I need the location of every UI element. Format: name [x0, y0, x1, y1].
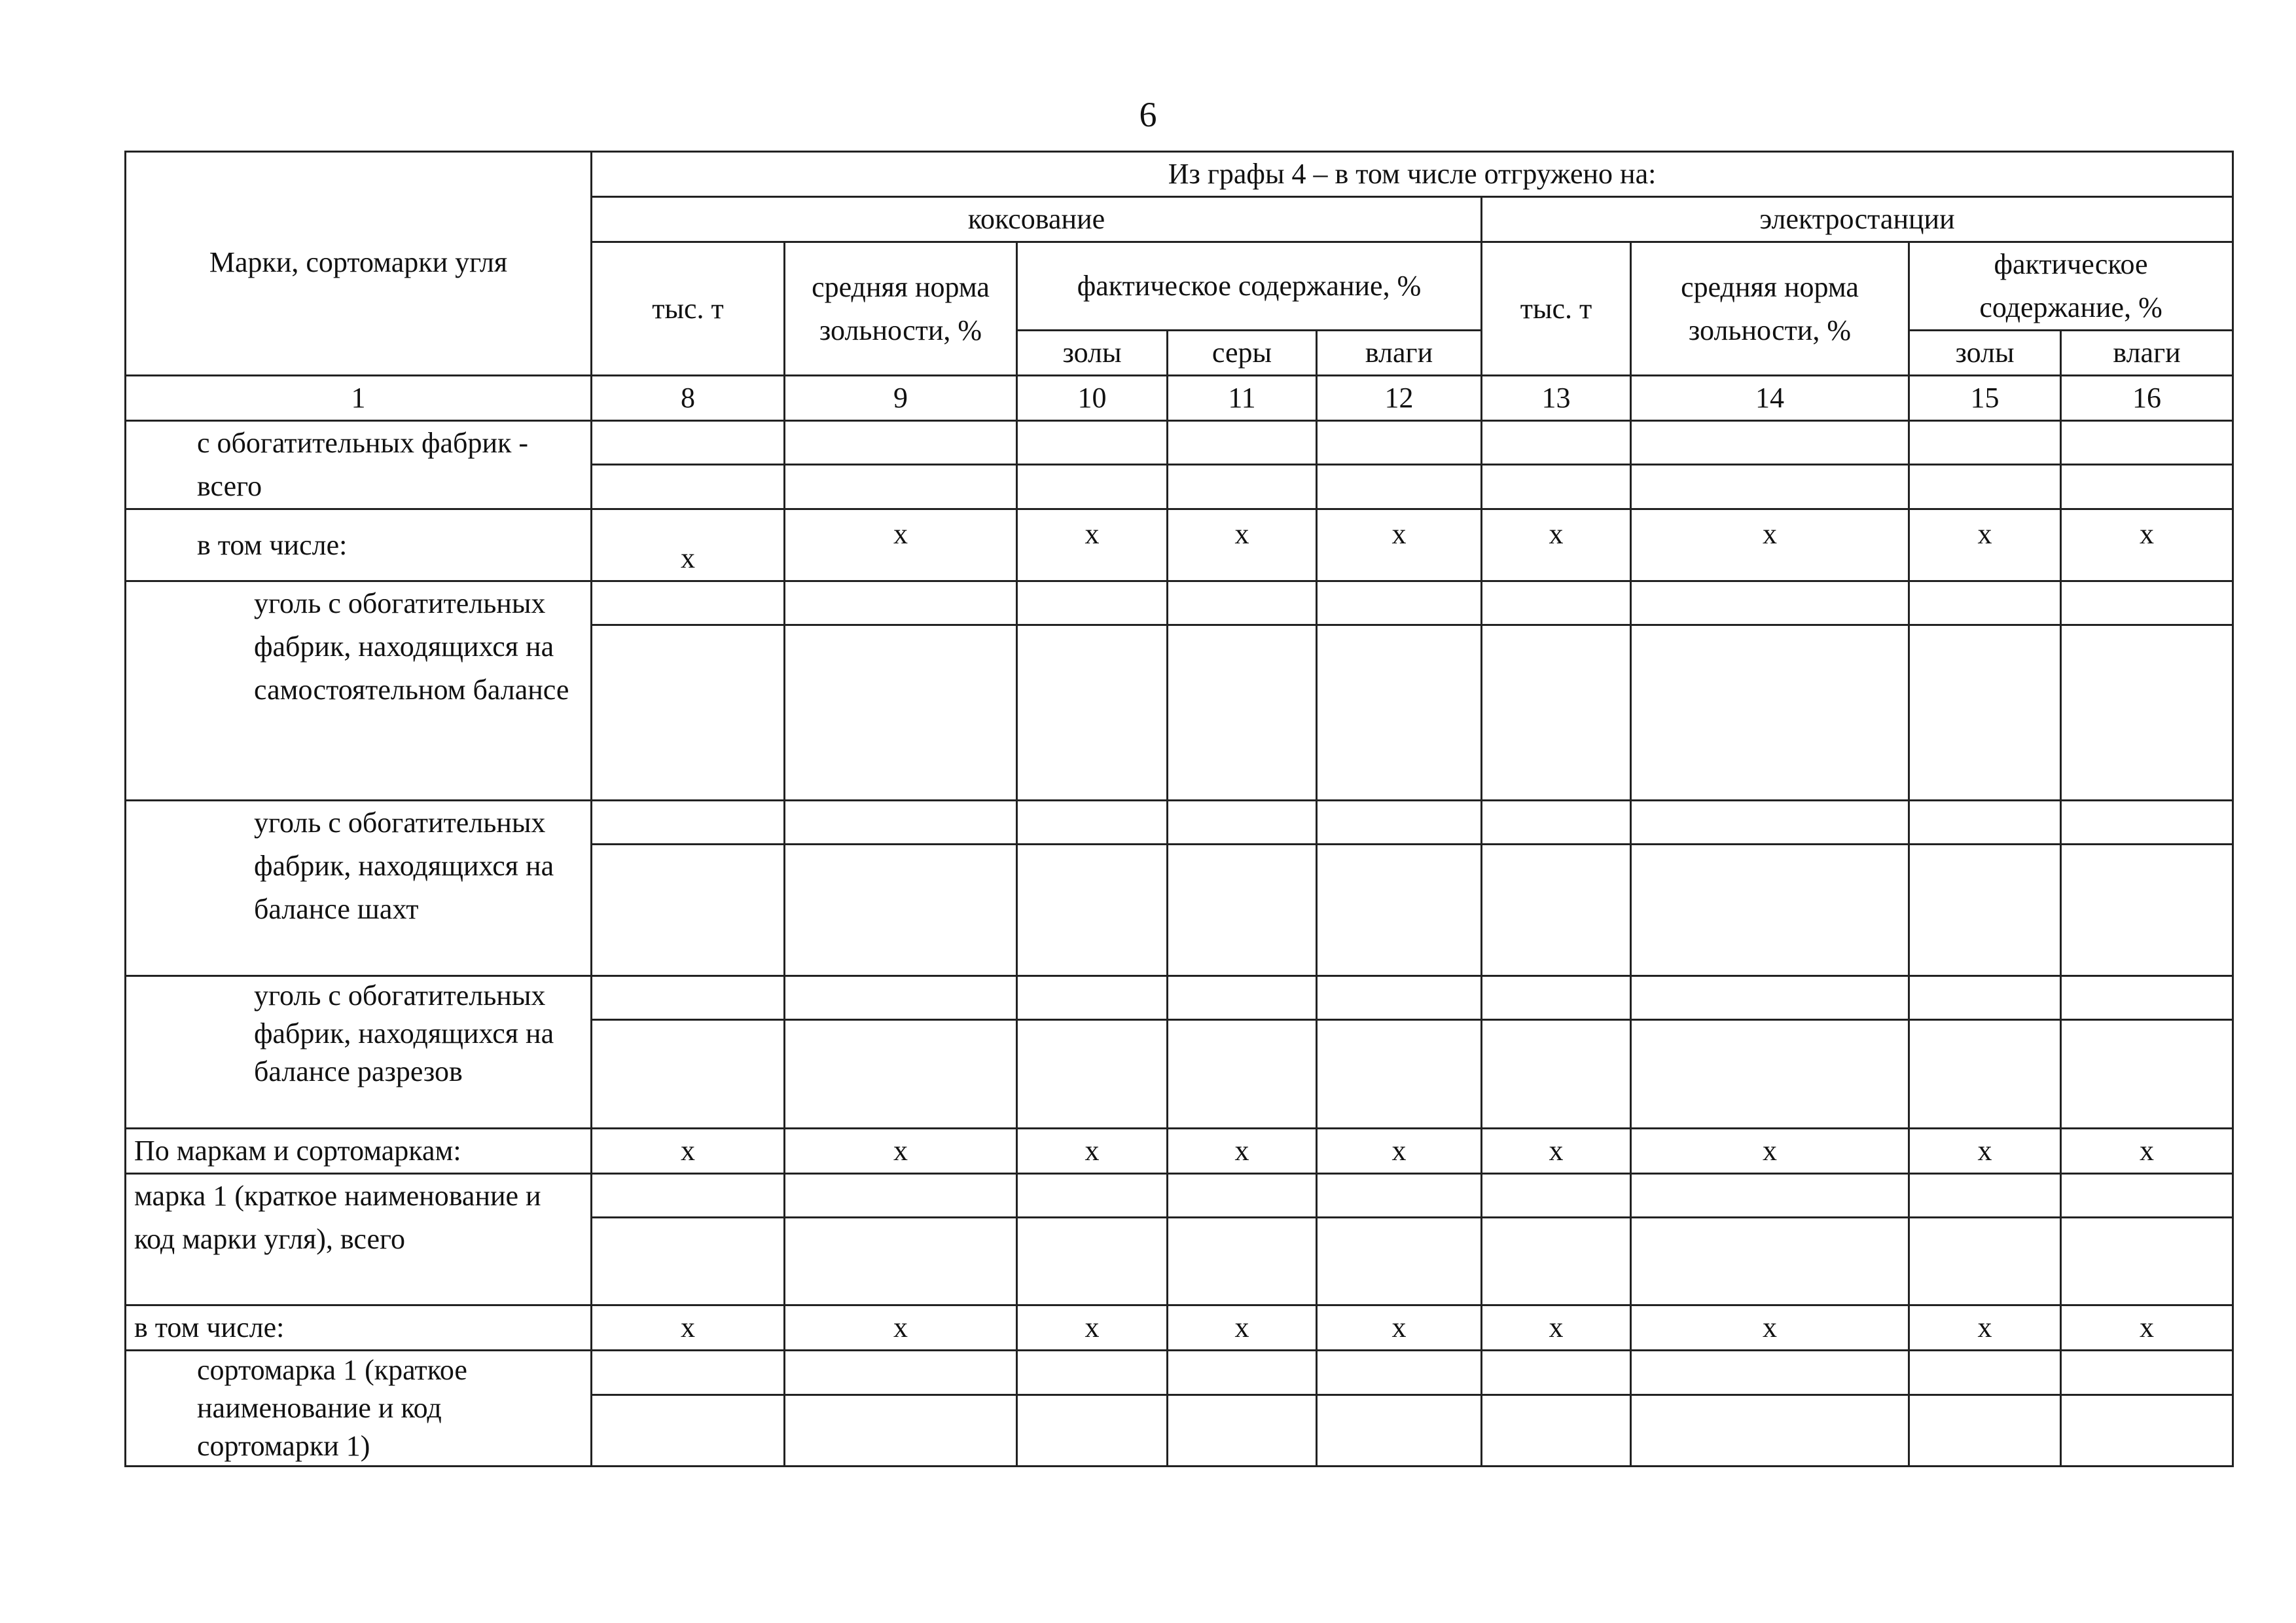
cross-mark: x — [1631, 1305, 1909, 1351]
table-cell — [1017, 1218, 1168, 1305]
table-cell — [1631, 625, 1909, 801]
cross-mark: x — [2061, 509, 2233, 581]
table-cell — [1317, 845, 1482, 976]
table-cell — [592, 1174, 785, 1218]
table-cell — [1317, 1395, 1482, 1466]
cross-mark: x — [592, 1129, 785, 1174]
table-cell — [1909, 581, 2061, 625]
column-number: 10 — [1017, 376, 1168, 421]
table-cell — [1017, 1020, 1168, 1129]
table-cell — [1909, 1218, 2061, 1305]
cross-mark: x — [785, 1129, 1017, 1174]
table-cell — [1168, 976, 1317, 1020]
table-cell — [1631, 801, 1909, 845]
table-cell — [1317, 801, 1482, 845]
table-cell — [2061, 976, 2233, 1020]
cross-mark: x — [1631, 509, 1909, 581]
header-coking-thous-t: тыс. т — [592, 242, 785, 376]
header-power-thous-t: тыс. т — [1482, 242, 1631, 376]
cross-mark: x — [1482, 1305, 1631, 1351]
header-marks: Марки, сортомарки угля — [126, 152, 592, 376]
column-number: 13 — [1482, 376, 1631, 421]
table-cell — [1168, 1351, 1317, 1395]
table-cell — [592, 1351, 785, 1395]
table-cell — [2061, 801, 2233, 845]
page-number: 6 — [1139, 95, 1157, 134]
table-cell — [1317, 1174, 1482, 1218]
table-cell — [1482, 1020, 1631, 1129]
table-cell — [2061, 1218, 2233, 1305]
table-cell — [1017, 1174, 1168, 1218]
header-power-actual-content: фактическое содержание, % — [1909, 242, 2233, 331]
table-cell — [785, 1020, 1017, 1129]
table-cell — [1168, 581, 1317, 625]
table-cell — [1909, 625, 2061, 801]
table-cell — [1909, 1020, 2061, 1129]
table-cell — [785, 421, 1017, 465]
table-cell — [1017, 465, 1168, 509]
table-cell — [592, 845, 785, 976]
header-power-moisture: влаги — [2061, 331, 2233, 376]
table-cell — [1317, 1218, 1482, 1305]
table-cell — [1317, 1351, 1482, 1395]
table-cell — [785, 801, 1017, 845]
table-cell — [592, 1395, 785, 1466]
table-cell — [592, 465, 785, 509]
table-cell — [592, 1020, 785, 1129]
table-cell — [1017, 1395, 1168, 1466]
column-number: 9 — [785, 376, 1017, 421]
table-cell — [1168, 845, 1317, 976]
header-group-power: электростанции — [1482, 197, 2233, 242]
cross-mark: x — [1909, 1305, 2061, 1351]
table-cell — [592, 1218, 785, 1305]
cross-mark: x — [1017, 1129, 1168, 1174]
table-cell — [1909, 845, 2061, 976]
table-cell — [1482, 1395, 1631, 1466]
table-cell — [1482, 465, 1631, 509]
table-cell — [785, 465, 1017, 509]
table-cell — [1168, 1395, 1317, 1466]
table-cell — [1482, 625, 1631, 801]
table-cell — [2061, 465, 2233, 509]
header-group-coking: коксование — [592, 197, 1482, 242]
row-label-mines-balance: уголь с обогатительных фабрик, находящихся на балансе шахт — [126, 801, 592, 976]
table-cell — [785, 625, 1017, 801]
coal-shipment-table — [124, 151, 2234, 1467]
cross-mark: x — [1168, 1305, 1317, 1351]
table-cell — [1317, 1020, 1482, 1129]
table-cell — [785, 1174, 1017, 1218]
table-cell — [1482, 1218, 1631, 1305]
table-cell — [592, 801, 785, 845]
cross-mark: x — [785, 1305, 1017, 1351]
table-cell — [1017, 421, 1168, 465]
table-cell — [2061, 1395, 2233, 1466]
table-cell — [2061, 581, 2233, 625]
row-label-by-marks: По маркам и сортомаркам: — [126, 1129, 592, 1174]
table-cell — [1017, 845, 1168, 976]
table-cell — [1168, 801, 1317, 845]
header-coking-sulfur: серы — [1168, 331, 1317, 376]
table-cell — [1909, 1174, 2061, 1218]
header-coking-moisture: влаги — [1317, 331, 1482, 376]
table-cell — [2061, 1351, 2233, 1395]
table-cell — [1631, 845, 1909, 976]
row-label-including: в том числе: — [126, 509, 592, 581]
table-cell — [1909, 421, 2061, 465]
cross-mark: x — [1317, 1129, 1482, 1174]
header-coking-avg-ash-norm: средняя норма зольности, % — [785, 242, 1017, 376]
row-label-pits-balance: уголь с обогатительных фабрик, находящихся на балансе разрезов — [126, 976, 592, 1129]
cross-mark: x — [1482, 509, 1631, 581]
table-cell — [2061, 1020, 2233, 1129]
table-cell — [1482, 976, 1631, 1020]
header-group-main: Из графы 4 – в том числе отгружено на: — [592, 152, 2233, 197]
table-cell — [1909, 976, 2061, 1020]
table-cell — [1017, 801, 1168, 845]
table-cell — [1909, 1395, 2061, 1466]
cross-mark: x — [1909, 509, 2061, 581]
table-cell — [1631, 421, 1909, 465]
cross-mark: x — [2061, 1129, 2233, 1174]
row-label-including: в том числе: — [126, 1305, 592, 1351]
cross-mark: x — [1317, 509, 1482, 581]
table-cell — [1482, 801, 1631, 845]
column-number: 15 — [1909, 376, 2061, 421]
table-cell — [785, 581, 1017, 625]
column-number: 8 — [592, 376, 785, 421]
row-label-independent-balance: уголь с обогатительных фабрик, находящихся на самостоятельном балансе — [126, 581, 592, 801]
row-label-mark1-total: марка 1 (краткое наименование и код марки угля), всего — [126, 1174, 592, 1305]
table-cell — [592, 625, 785, 801]
table-cell — [1017, 976, 1168, 1020]
table-cell — [1631, 1218, 1909, 1305]
table-cell — [1631, 465, 1909, 509]
cross-mark: x — [1317, 1305, 1482, 1351]
table-cell — [1909, 1351, 2061, 1395]
table-cell — [1909, 801, 2061, 845]
table-cell — [1631, 1174, 1909, 1218]
table-cell — [1168, 1174, 1317, 1218]
table-cell — [1168, 421, 1317, 465]
column-number: 11 — [1168, 376, 1317, 421]
table-cell — [785, 845, 1017, 976]
cross-mark: x — [1909, 1129, 2061, 1174]
table-cell — [1317, 976, 1482, 1020]
row-label-sortmark1: сортомарка 1 (краткое наименование и код сортомарки 1) — [126, 1351, 592, 1467]
table-cell — [1168, 1218, 1317, 1305]
cross-mark: x — [1168, 1129, 1317, 1174]
cross-mark: x — [1482, 1129, 1631, 1174]
column-number: 12 — [1317, 376, 1482, 421]
table-cell — [2061, 1174, 2233, 1218]
table-cell — [1631, 976, 1909, 1020]
table-cell — [592, 976, 785, 1020]
header-power-ash: золы — [1909, 331, 2061, 376]
table-cell — [1317, 465, 1482, 509]
column-number: 1 — [126, 376, 592, 421]
cross-mark: x — [785, 509, 1017, 581]
cross-mark: x — [592, 509, 785, 581]
table-cell — [1482, 1174, 1631, 1218]
table-cell — [2061, 845, 2233, 976]
table-cell — [1168, 1020, 1317, 1129]
cross-mark: x — [1631, 1129, 1909, 1174]
table-cell — [1631, 581, 1909, 625]
table-cell — [1482, 421, 1631, 465]
cross-mark: x — [592, 1305, 785, 1351]
table-cell — [1482, 1351, 1631, 1395]
cross-mark: x — [2061, 1305, 2233, 1351]
table-cell — [785, 1351, 1017, 1395]
table-cell — [1631, 1020, 1909, 1129]
table-cell — [592, 421, 785, 465]
row-label-plants-total: с обогатительных фабрик - всего — [126, 421, 592, 509]
table-cell — [785, 1218, 1017, 1305]
header-power-avg-ash-norm: средняя норма зольности, % — [1631, 242, 1909, 376]
table-cell — [592, 581, 785, 625]
table-cell — [1017, 1351, 1168, 1395]
table-cell — [2061, 625, 2233, 801]
cross-mark: x — [1168, 509, 1317, 581]
table-cell — [785, 1395, 1017, 1466]
table-cell — [1317, 625, 1482, 801]
table-cell — [1482, 845, 1631, 976]
table-cell — [1909, 465, 2061, 509]
header-coking-ash: золы — [1017, 331, 1168, 376]
table-cell — [1317, 421, 1482, 465]
table-cell — [1168, 465, 1317, 509]
table-cell — [1482, 581, 1631, 625]
cross-mark: x — [1017, 509, 1168, 581]
column-number: 16 — [2061, 376, 2233, 421]
table-cell — [785, 976, 1017, 1020]
table-cell — [2061, 421, 2233, 465]
column-number: 14 — [1631, 376, 1909, 421]
table-cell — [1017, 625, 1168, 801]
table-cell — [1631, 1395, 1909, 1466]
table-cell — [1317, 581, 1482, 625]
table-cell — [1631, 1351, 1909, 1395]
cross-mark: x — [1017, 1305, 1168, 1351]
header-coking-actual-content: фактическое содержание, % — [1017, 242, 1482, 331]
table-cell — [1017, 581, 1168, 625]
table-cell — [1168, 625, 1317, 801]
